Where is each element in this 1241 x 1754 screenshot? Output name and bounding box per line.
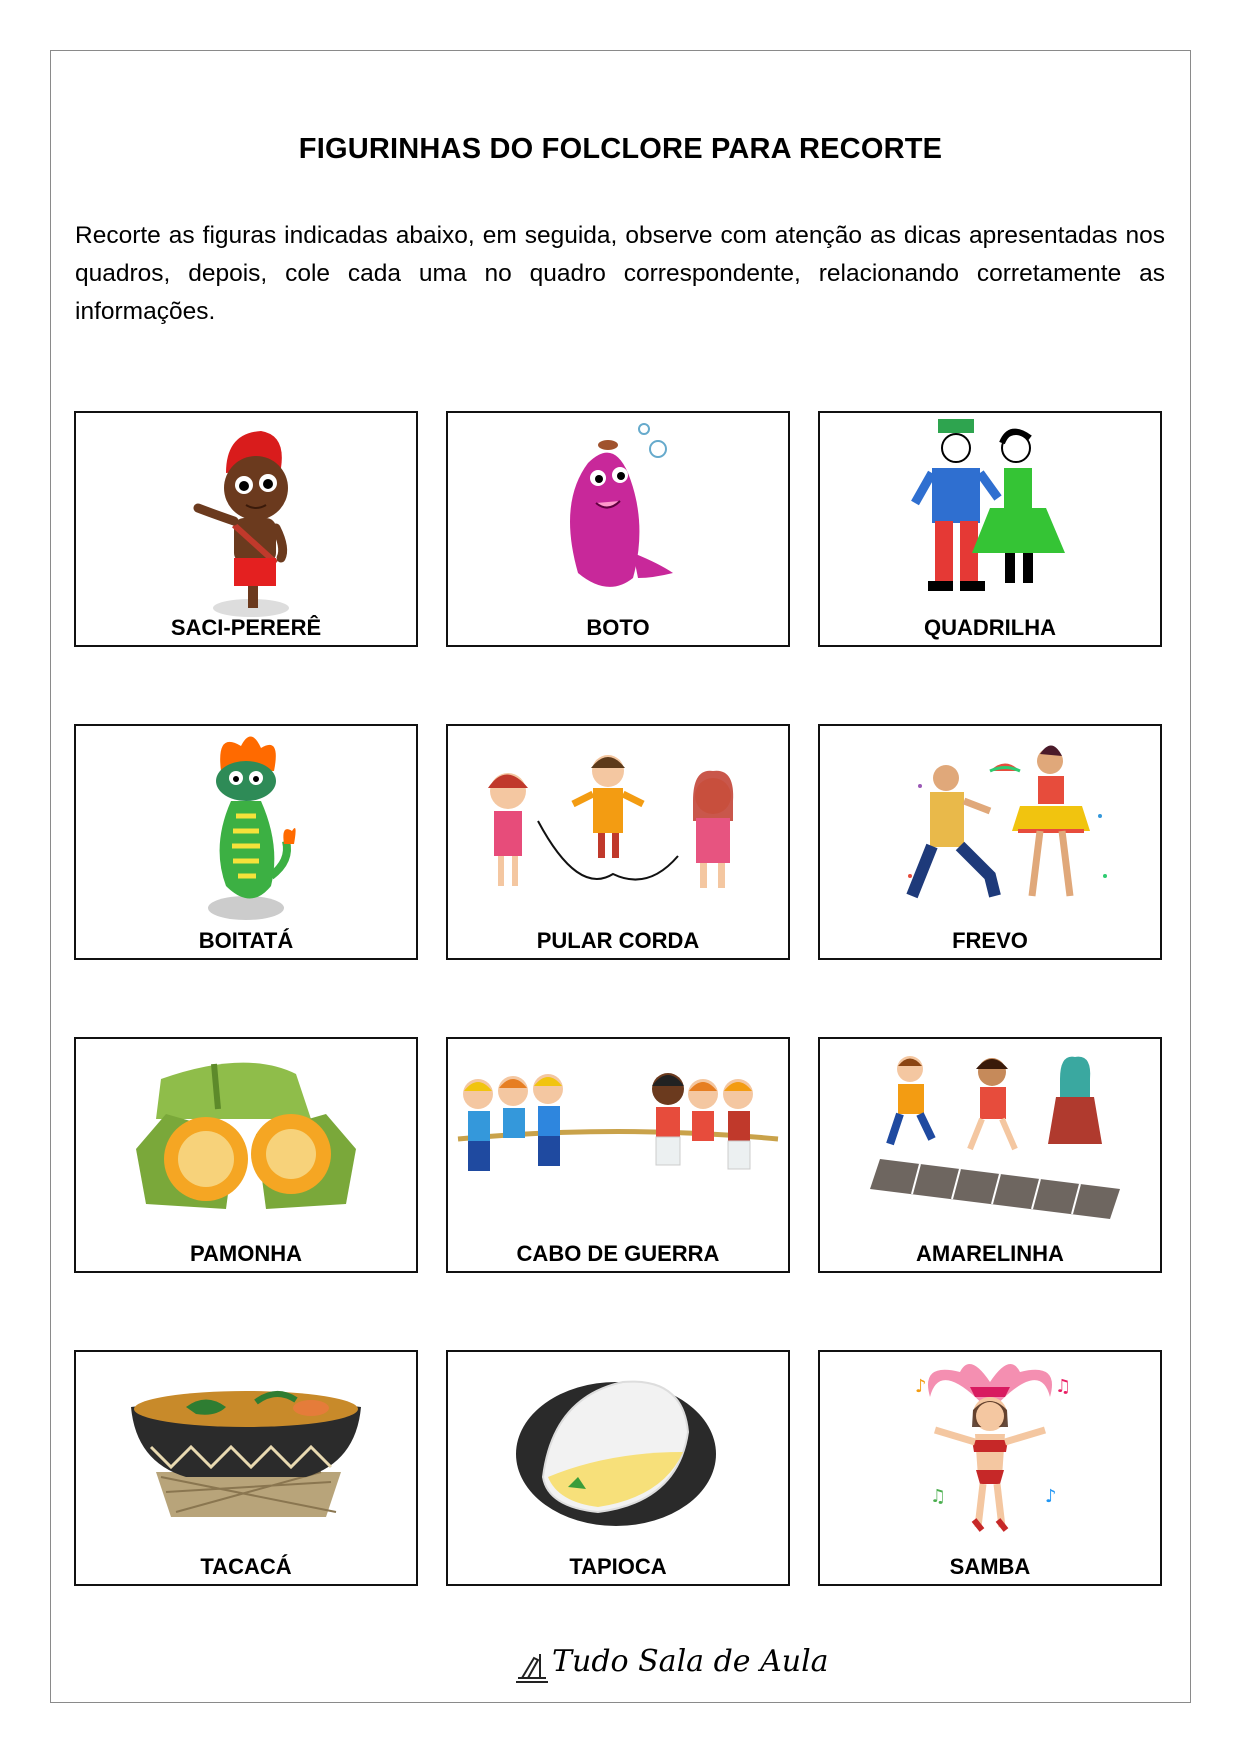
card-amarelinha bbox=[818, 1037, 1162, 1273]
card-label: SACI-PERERÊ bbox=[170, 615, 322, 640]
hopscotch-icon bbox=[820, 1039, 1160, 1271]
card-label: FREVO bbox=[952, 928, 1028, 953]
card-tapioca bbox=[446, 1350, 790, 1586]
saci-icon bbox=[76, 413, 416, 645]
card-boitata bbox=[74, 724, 418, 960]
card-boto bbox=[446, 411, 790, 647]
logo-text: Tudo Sala de Aula bbox=[552, 1644, 829, 1679]
svg-text:♪: ♪ bbox=[915, 1376, 927, 1397]
frevo-icon bbox=[820, 726, 1160, 958]
footer-logo bbox=[512, 1640, 829, 1690]
tug-of-war-icon bbox=[448, 1039, 788, 1271]
instructions-text: Recorte as figuras indicadas abaixo, em seguida, observe com atenção as dicas apresentadas nos quadros, depois, cole cada uma no quadro correspondente, relacionando corretamente as informações. bbox=[75, 222, 1165, 325]
page-title: FIGURINHAS DO FOLCLORE PARA RECORTE bbox=[298, 133, 943, 165]
card-label: CABO DE GUERRA bbox=[516, 1241, 720, 1266]
card-label: PAMONHA bbox=[189, 1241, 303, 1266]
card-label: QUADRILHA bbox=[924, 615, 1056, 640]
jump-rope-icon bbox=[448, 726, 788, 958]
card-label: AMARELINHA bbox=[916, 1241, 1064, 1266]
card-pamonha bbox=[74, 1037, 418, 1273]
tacaca-icon bbox=[76, 1352, 416, 1584]
quadrilha-icon bbox=[820, 413, 1160, 645]
svg-text:♫: ♫ bbox=[930, 1486, 947, 1507]
card-quadrilha bbox=[818, 411, 1162, 647]
card-frevo bbox=[818, 724, 1162, 960]
card-pular-corda bbox=[446, 724, 790, 960]
books-logo-icon bbox=[512, 1648, 552, 1688]
card-cabo-de-guerra bbox=[446, 1037, 790, 1273]
card-label: BOITATÁ bbox=[198, 928, 294, 953]
card-label: SAMBA bbox=[949, 1554, 1031, 1579]
card-saci bbox=[74, 411, 418, 647]
card-tacaca bbox=[74, 1350, 418, 1586]
tapioca-icon bbox=[448, 1352, 788, 1584]
card-label: TAPIOCA bbox=[569, 1554, 667, 1579]
card-label: TACACÁ bbox=[200, 1554, 292, 1579]
svg-text:♪: ♪ bbox=[1045, 1486, 1057, 1507]
card-samba bbox=[818, 1350, 1162, 1586]
svg-text:♫: ♫ bbox=[1055, 1376, 1072, 1397]
card-label: BOTO bbox=[586, 615, 650, 640]
samba-icon bbox=[820, 1352, 1160, 1584]
boto-icon bbox=[448, 413, 788, 645]
boitata-icon bbox=[76, 726, 416, 958]
pamonha-icon bbox=[76, 1039, 416, 1271]
card-label: PULAR CORDA bbox=[536, 928, 700, 953]
